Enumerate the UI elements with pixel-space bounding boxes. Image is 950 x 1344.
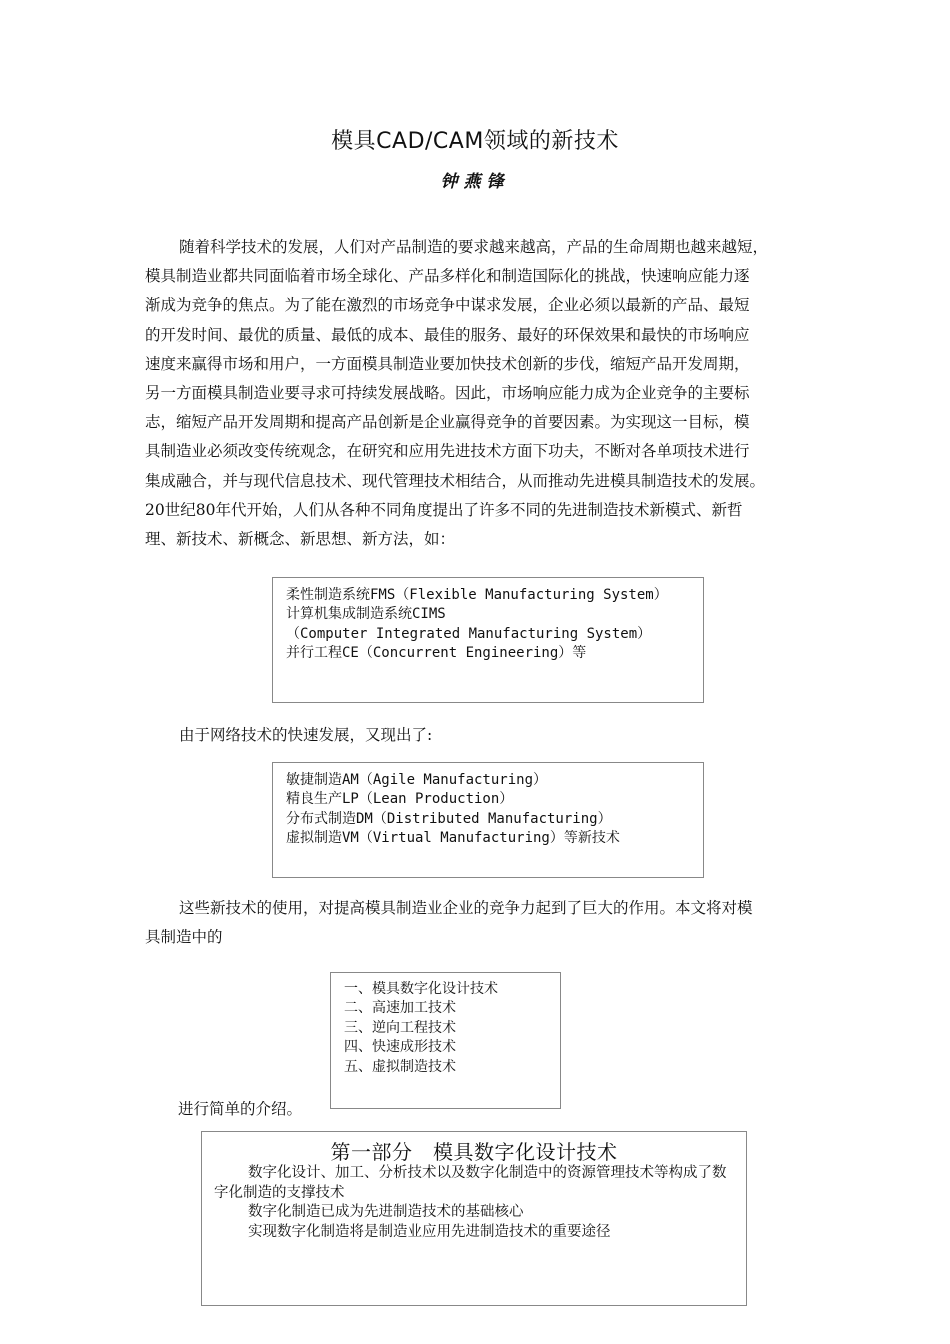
topic-item: 五、虚拟制造技术 [344, 1058, 456, 1075]
section-line: 数字化制造已成为先进制造技术的基础核心 [248, 1204, 524, 1221]
intro-line: 随着科学技术的发展，人们对产品制造的要求越来越高，产品的生命周期也越来越短， [179, 238, 769, 256]
intro-line: 速度来赢得市场和用户，一方面模具制造业要加快技术创新的步伐，缩短产品开发周期， [145, 354, 750, 373]
box-line: （Computer Integrated Manufacturing System） [286, 625, 652, 642]
usage-line: 具制造中的 [145, 928, 223, 947]
section-body [202, 1164, 746, 1242]
intro-line: 渐成为竞争的焦点。为了能在激烈的市场竞争中谋求发展，企业必须以最新的产品、最短 [145, 296, 750, 315]
network-paragraph: 由于网络技术的快速发展，又现出了: [179, 726, 433, 744]
topic-item: 一、模具数字化设计技术 [344, 981, 498, 997]
section-title: 第一部分 模具数字化设计技术 [330, 1140, 618, 1164]
topic-item: 三、逆向工程技术 [344, 1019, 456, 1036]
box-line: 分布式制造DM（Distributed Manufacturing） [286, 810, 612, 827]
intro-line: 集成融合，并与现代信息技术、现代管理技术相结合，从而推动先进模具制造技术的发展。 [145, 471, 766, 490]
intro-line: 的开发时间、最优的质量、最低的成本、最佳的服务、最好的环保效果和最快的市场响应 [145, 325, 750, 344]
topic-item: 四、快速成形技术 [344, 1039, 456, 1056]
topics-list-box [330, 972, 561, 1109]
intro-line: 具制造业必须改变传统观念，在研究和应用先进技术方面下功夫，不断对各单项技术进行 [145, 442, 750, 461]
intro-line: 另一方面模具制造业要寻求可持续发展战略。因此，市场响应能力成为企业竞争的主要标 [145, 384, 750, 403]
topic-item: 二、高速加工技术 [344, 1000, 456, 1017]
box-line: 并行工程CE（Concurrent Engineering）等 [286, 645, 587, 662]
usage-line: 这些新技术的使用，对提高模具制造业企业的竞争力起到了巨大的作用。本文将对模 [179, 899, 753, 917]
author-name: 钟燕锋 [440, 172, 510, 192]
document-title: 模具CAD/CAM领域的新技术 [331, 129, 619, 154]
intro-line: 志，缩短产品开发周期和提高产品创新是企业赢得竞争的首要因素。为实现这一目标，模 [145, 413, 750, 432]
box-line: 计算机集成制造系统CIMS [286, 606, 446, 623]
usage-paragraph [145, 894, 805, 952]
intro-line: 模具制造业都共同面临着市场全球化、产品多样化和制造国际化的挑战，快速响应能力逐 [145, 267, 750, 286]
section-line: 数字化设计、加工、分析技术以及数字化制造中的资源管理技术等构成了数字化制造的支撑技术 [214, 1165, 727, 1201]
section-one-box [201, 1131, 747, 1306]
new-technologies-box [272, 762, 704, 878]
intro-line: 20世纪80年代开始，人们从各种不同角度提出了许多不同的先进制造技术新模式、新哲 [145, 500, 743, 519]
brief-intro-line: 进行简单的介绍。 [178, 1100, 303, 1118]
box-line: 柔性制造系统FMS（Flexible Manufacturing System） [286, 587, 668, 603]
box-line: 敏捷制造AM（Agile Manufacturing） [286, 772, 548, 788]
box-line: 虚拟制造VM（Virtual Manufacturing）等新技术 [286, 830, 620, 847]
intro-paragraph [145, 233, 805, 554]
manufacturing-systems-box [272, 577, 704, 703]
box-line: 精良生产LP（Lean Production） [286, 791, 514, 808]
section-line: 实现数字化制造将是制造业应用先进制造技术的重要途径 [248, 1223, 611, 1240]
intro-line: 理、新技术、新概念、新思想、新方法，如： [145, 530, 456, 549]
